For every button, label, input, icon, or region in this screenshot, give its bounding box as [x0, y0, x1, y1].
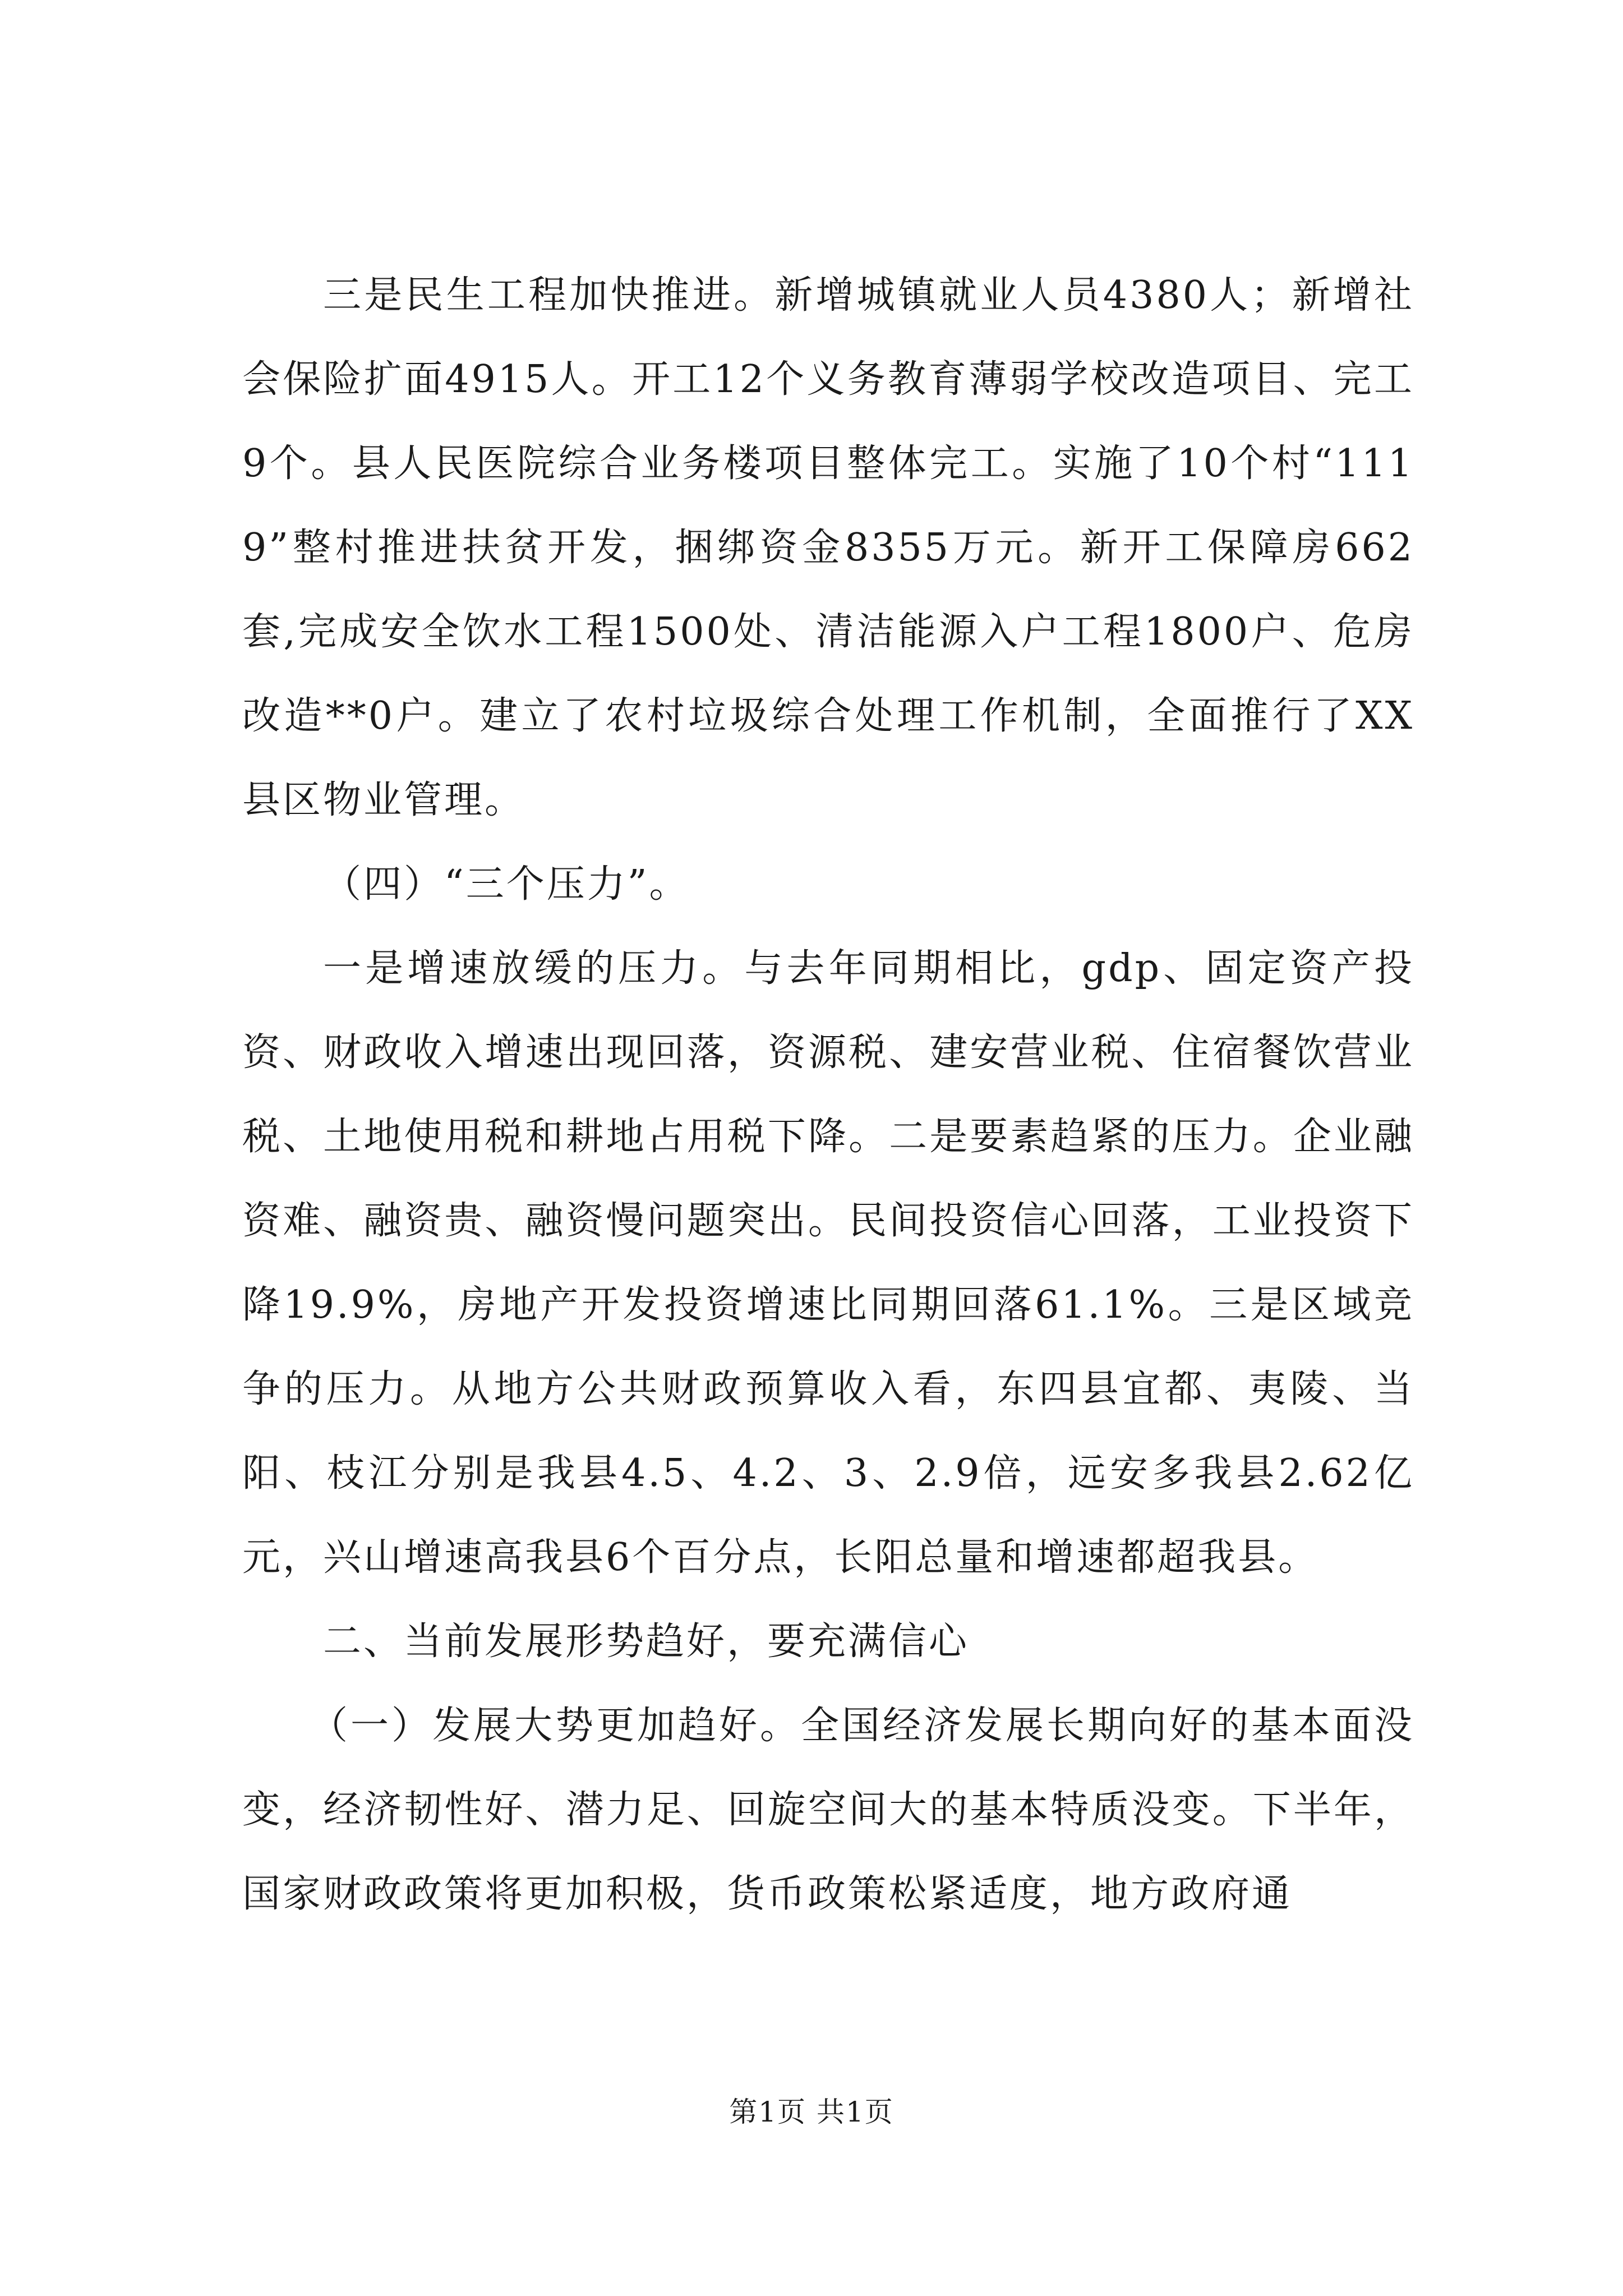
section-heading-development-outlook: 二、当前发展形势趋好，要充满信心 — [323, 1619, 970, 1664]
document-body — [242, 254, 1414, 1936]
paragraph-livelihood-projects: 三是民生工程加快推进。新增城镇就业人员4380人；新增社会保险扩面4915人。开工12个义务教育薄弱学校改造项目、完工9个。县人民医院综合业务楼项目整体完工。实施了10个村“1119”整村推进扶贫开发，捆绑资金8355万元。新开工保障房662套,完成安全饮水工程1500处、清洁能源入户工程1800户、危房改造**0户。建立了农村垃圾综合处理工作机制，全面推行了XX县区物业管理。 — [242, 273, 1414, 822]
paragraph-pressures: 一是增速放缓的压力。与去年同期相比，gdp、固定资产投资、财政收入增速出现回落，资源税、建安营业税、住宿餐饮营业税、土地使用税和耕地占用税下降。二是要素趋紧的压力。企业融资难、融资贵、融资慢问题突出。民间投资信心回落，工业投资下降19.9%，房地产开发投资增速比同期回落61.1%。三是区域竞争的压力。从地方公共财政预算收入看，东四县宜都、夷陵、当阳、枝江分别是我县4.5、4.2、3、2.9倍，远安多我县2.62亿元，兴山增速高我县6个百分点，长阳总量和增速都超我县。 — [242, 946, 1414, 1580]
paragraph-development-trend: （一）发展大势更加趋好。全国经济发展长期向好的基本面没变，经济韧性好、潜力足、回旋空间大的基本特质没变。下半年，国家财政政策将更加积极，货币政策松紧适度，地方政府通 — [242, 1704, 1414, 1916]
section-heading-three-pressures: （四）“三个压力”。 — [323, 862, 690, 907]
page-number-footer: 第1页 共1页 — [729, 2096, 894, 2128]
